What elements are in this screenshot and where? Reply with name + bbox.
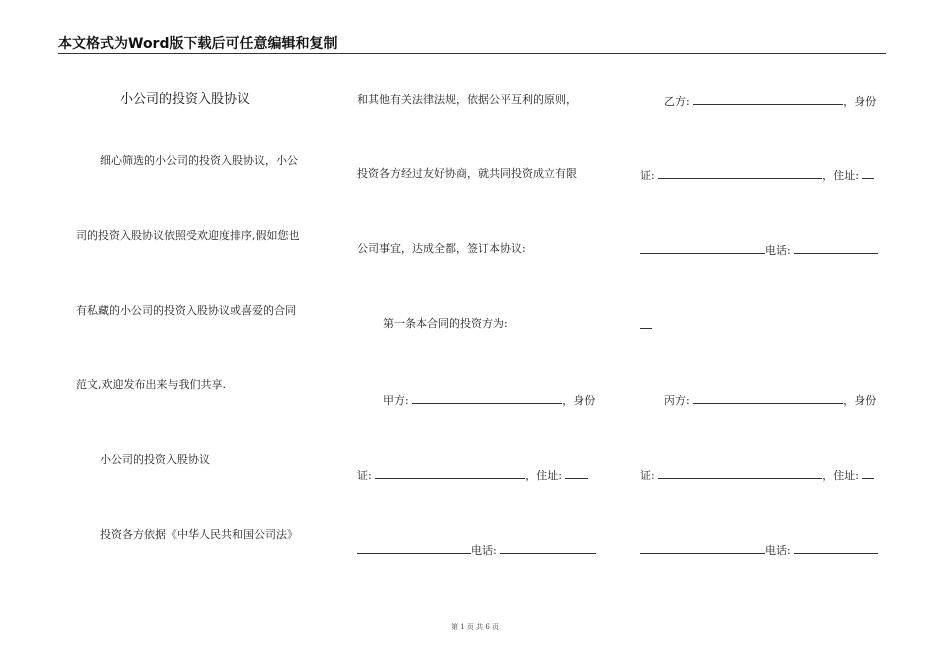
address-blank — [862, 467, 874, 479]
id-suffix: ，身份 — [562, 394, 596, 407]
address-blank — [862, 167, 874, 179]
address-label: ，住址: — [525, 469, 562, 482]
id-label: 证: — [357, 469, 372, 482]
address-continuation-blank — [640, 542, 765, 554]
address-blank — [565, 467, 588, 479]
paragraph-line: 投资各方依据《中华人民共和国公司法》 — [100, 528, 298, 541]
paragraph-line: 有私藏的小公司的投资入股协议或喜爱的合同 — [76, 304, 296, 317]
party-b-id-line — [640, 167, 874, 183]
party-b-phone-line — [640, 242, 878, 258]
paragraph-line: 和其他有关法律法规，依据公平互利的原则， — [357, 93, 577, 106]
phone-blank — [794, 542, 878, 554]
blank — [640, 317, 652, 329]
party-a-line — [383, 392, 595, 408]
party-a-name-blank — [412, 392, 562, 404]
id-label: 证: — [640, 169, 655, 182]
paragraph-line: 司的投资入股协议依照受欢迎度排序,假如您也 — [76, 229, 300, 242]
header-divider — [58, 53, 886, 54]
party-c-line — [664, 392, 876, 408]
address-continuation-blank — [640, 242, 765, 254]
paragraph-line: 投资各方经过友好协商，就共同投资成立有限 — [357, 167, 577, 180]
phone-label: 电话: — [765, 544, 791, 557]
phone-blank — [500, 542, 596, 554]
document-title: 小公司的投资入股协议 — [120, 92, 251, 107]
section-heading: 第一条本合同的投资方为: — [383, 317, 508, 330]
id-suffix: ，身份 — [843, 394, 877, 407]
paragraph-line: 范文,欢迎发布出来与我们共享. — [76, 378, 226, 391]
address-label: ，住址: — [822, 469, 859, 482]
party-a-id-line — [357, 467, 588, 483]
party-c-id-line — [640, 467, 874, 483]
party-b-label: 乙方: — [664, 95, 690, 108]
extra-blank-line — [640, 317, 652, 333]
id-label: 证: — [640, 469, 655, 482]
party-c-phone-line — [640, 542, 878, 558]
phone-label: 电话: — [471, 544, 497, 557]
id-number-blank — [658, 467, 822, 479]
address-label: ，住址: — [822, 169, 859, 182]
party-b-name-blank — [693, 93, 843, 105]
header-title: 本文格式为Word版下载后可任意编辑和复制 — [58, 36, 338, 52]
id-number-blank — [375, 467, 525, 479]
phone-label: 电话: — [765, 244, 791, 257]
page-number: 第 1 页 共 6 页 — [450, 623, 500, 631]
party-a-phone-line — [357, 542, 596, 558]
party-c-name-blank — [693, 392, 843, 404]
id-number-blank — [658, 167, 822, 179]
id-suffix: ，身份 — [843, 95, 877, 108]
phone-blank — [794, 242, 878, 254]
party-b-line — [664, 93, 876, 109]
address-continuation-blank — [357, 542, 471, 554]
party-a-label: 甲方: — [383, 394, 409, 407]
paragraph-line: 细心筛选的小公司的投资入股协议，小公 — [100, 154, 298, 167]
paragraph-line: 公司事宜，达成全都，签订本协议: — [357, 242, 526, 255]
subheading: 小公司的投资入股协议 — [100, 453, 210, 466]
party-c-label: 丙方: — [664, 394, 690, 407]
